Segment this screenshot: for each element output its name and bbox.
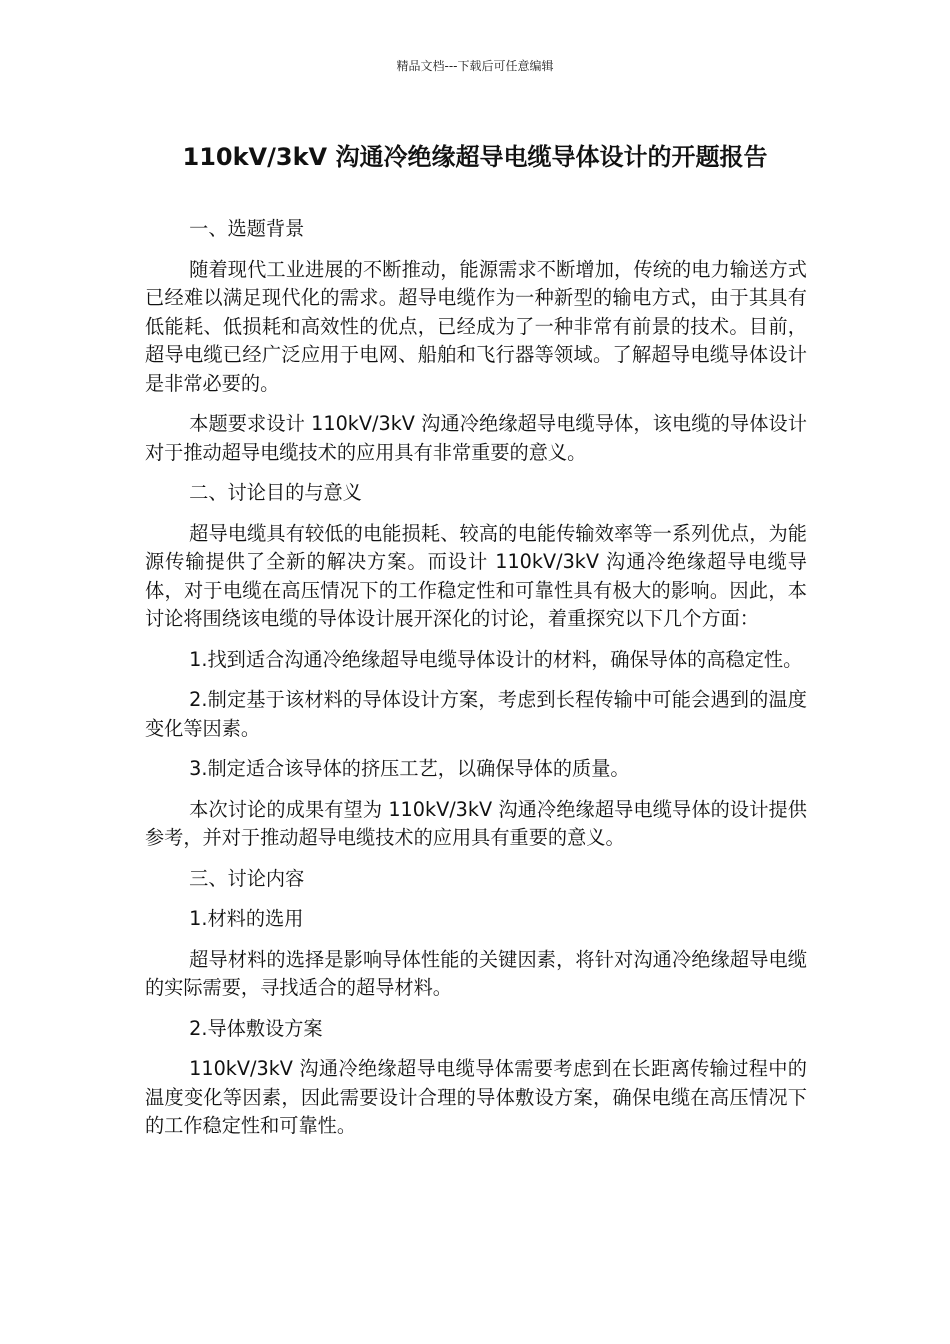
- list-item-2: 2.制定基于该材料的导体设计方案，考虑到长程传输中可能会遇到的温度变化等因素。: [145, 688, 807, 740]
- paragraph-purpose: 超导电缆具有较低的电能损耗、较高的电能传输效率等一系列优点，为能源传输提供了全新的解决方案。而设计 110kV/3kV 沟通冷绝缘超导电缆导体，对于电缆在高压情况下的工作稳定性和可靠性具有极大的影响。因此，本讨论将围绕该电缆的导体设计展开深化的讨论，着重探究以下几个方面：: [145, 521, 807, 630]
- subheading-laying: 2.导体敷设方案: [189, 1016, 323, 1040]
- document-body: [145, 215, 807, 1153]
- document-title: 110kV/3kV 沟通冷绝缘超导电缆导体设计的开题报告: [182, 143, 768, 171]
- section-heading-background: 一、选题背景: [189, 217, 305, 240]
- page-header: 精品文档---下载后可任意编辑: [396, 59, 554, 73]
- list-item-3: 3.制定适合该导体的挤压工艺，以确保导体的质量。: [189, 757, 630, 780]
- subheading-material: 1.材料的选用: [189, 907, 304, 930]
- paragraph-outcome: 本次讨论的成果有望为 110kV/3kV 沟通冷绝缘超导电缆导体的设计提供参考，并对于推动超导电缆技术的应用具有重要的意义。: [145, 797, 807, 849]
- paragraph-material: 超导材料的选择是影响导体性能的关键因素，将针对沟通冷绝缘超导电缆的实际需要，寻找适合的超导材料。: [145, 947, 807, 999]
- section-heading-purpose: 二、讨论目的与意义: [189, 481, 362, 504]
- section-heading-content: 三、讨论内容: [189, 866, 305, 890]
- paragraph-laying: 110kV/3kV 沟通冷绝缘超导电缆导体需要考虑到在长距离传输过程中的温度变化等因素，因此需要设计合理的导体敷设方案，确保电缆在高压情况下的工作稳定性和可靠性。: [145, 1057, 807, 1137]
- paragraph-background: 随着现代工业进展的不断推动，能源需求不断增加，传统的电力输送方式已经难以满足现代化的需求。超导电缆作为一种新型的输电方式，由于其具有低能耗、低损耗和高效性的优点，已经成为了一种非常有前景的技术。目前，超导电缆已经广泛应用于电网、船舶和飞行器等领域。了解超导电缆导体设计是非常必要的。: [145, 257, 807, 395]
- paragraph-requirement: 本题要求设计 110kV/3kV 沟通冷绝缘超导电缆导体，该电缆的导体设计对于推动超导电缆技术的应用具有非常重要的意义。: [145, 412, 807, 464]
- list-item-1: 1.找到适合沟通冷绝缘超导电缆导体设计的材料，确保导体的高稳定性。: [189, 647, 803, 671]
